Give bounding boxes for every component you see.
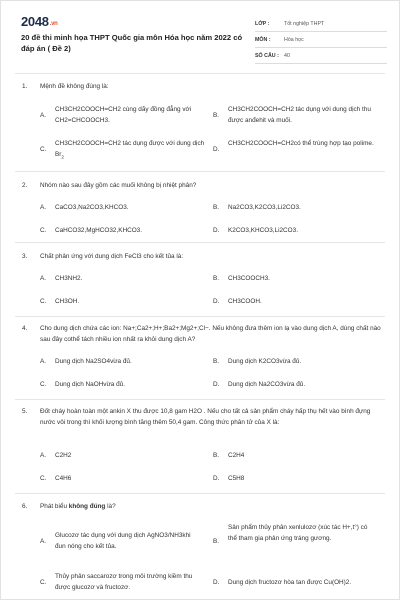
option-b-text[interactable]: C2H4 bbox=[228, 452, 245, 459]
option-letter: C. bbox=[40, 381, 47, 388]
option-letter: C. bbox=[40, 579, 47, 586]
option-b-text[interactable]: Sản phẩm thủy phân xenlulozơ (xúc tác H+,t°) có thể tham gia phản ứng tráng gương. bbox=[228, 524, 368, 542]
logo-suffix: .vn bbox=[49, 21, 58, 27]
option-d-text[interactable]: C5H8 bbox=[228, 475, 245, 482]
option-letter: D. bbox=[213, 298, 220, 305]
question-text: Chất phản ứng với dung dịch FeCl3 cho kết tủa là: bbox=[40, 253, 184, 260]
option-letter: D. bbox=[213, 146, 220, 153]
option-letter: A. bbox=[40, 112, 47, 119]
option-letter: A. bbox=[40, 538, 47, 545]
question-text-emphasis: không đúng bbox=[68, 503, 106, 510]
question-text: Nhóm nào sau đây gồm các muối không bị nhiệt phân? bbox=[40, 182, 197, 189]
question-number: 1. bbox=[22, 83, 28, 90]
option-letter: C. bbox=[40, 227, 47, 234]
question-number: 5. bbox=[22, 408, 28, 415]
option-letter: C. bbox=[40, 146, 47, 153]
option-letter: B. bbox=[213, 358, 220, 365]
option-d-text[interactable]: Dung dịch fructozơ hòa tan được Cu(OH)2. bbox=[228, 579, 352, 586]
option-c-text[interactable]: Thủy phân saccarozơ trong môi trường kiềm thu được glucozơ và fructozơ. bbox=[55, 573, 193, 591]
option-a-text[interactable]: Glucozơ tác dụng với dung dịch AgNO3/NH3khi đun nóng cho kết tủa. bbox=[55, 532, 191, 550]
subscript: 2 bbox=[61, 154, 64, 160]
option-c-text[interactable]: CaHCO32,MgHCO32,KHCO3. bbox=[55, 227, 143, 234]
divider bbox=[15, 73, 385, 74]
option-letter: B. bbox=[213, 452, 220, 459]
option-letter: A. bbox=[40, 204, 47, 211]
option-a-text[interactable]: CH3CH2COOCH=CH2 cùng dãy đồng đẳng với CH2=CHCOOCH3. bbox=[55, 106, 192, 124]
question-text bbox=[40, 501, 385, 512]
option-d-text[interactable]: Dung dịch Na2CO3vừa đủ. bbox=[228, 381, 306, 388]
meta-value: Tốt nghiệp THPT bbox=[284, 20, 325, 27]
site-logo[interactable] bbox=[21, 14, 58, 29]
meta-key: MÔN : bbox=[255, 36, 271, 43]
option-b-text[interactable]: CH3COOCH3. bbox=[228, 275, 270, 282]
option-a-text[interactable]: CH3NH2. bbox=[55, 275, 83, 282]
option-letter: A. bbox=[40, 452, 47, 459]
option-c-text[interactable]: Dung dịch NaOHvừa đủ. bbox=[55, 381, 125, 388]
option-c-text[interactable]: CH3OH. bbox=[55, 298, 80, 305]
question-text: Đốt cháy hoàn toàn một ankin X thu được 10,8 gam H2O . Nếu cho tất cả sản phẩm cháy hấp thụ hết vào bình đựng nước vôi trong thì khối lượng bình tăng thêm 50,4 gam. Công thức phân tử của X là: bbox=[40, 408, 371, 426]
question-number: 3. bbox=[22, 253, 28, 260]
meta-value: Hóa học bbox=[284, 36, 304, 43]
divider bbox=[15, 493, 385, 494]
option-d-text[interactable]: CH3CH2COOCH=CH2có thể trùng hợp tạo polime. bbox=[228, 140, 374, 147]
divider bbox=[15, 242, 385, 243]
meta-key: SỐ CÂU : bbox=[255, 52, 279, 59]
meta-row-subject bbox=[255, 32, 387, 48]
question-text: Cho dung dịch chứa các ion: Na+;Ca2+;H+;Ba2+;Mg2+;Cl−. Nếu không đưa thêm ion lạ vào dung dịch A, dùng chất nào sau đây cothể tách nhiều ion nhất ra khỏi dung dịch A? bbox=[40, 325, 381, 343]
option-letter: D. bbox=[213, 579, 220, 586]
option-c-text[interactable]: C4H6 bbox=[55, 475, 72, 482]
option-c-label: CH3CH2COOCH=CH2 tác dụng được với dung dịch Br bbox=[55, 140, 205, 158]
page-header bbox=[1, 1, 400, 71]
option-a-text[interactable]: Dung dịch Na2SO4vừa đủ. bbox=[55, 358, 132, 365]
option-letter: A. bbox=[40, 358, 47, 365]
option-letter: C. bbox=[40, 475, 47, 482]
exam-meta bbox=[255, 16, 387, 64]
question-text: Mệnh đề không đúng là: bbox=[40, 83, 109, 90]
option-b-text[interactable]: Dung dịch K2CO3vừa đủ. bbox=[228, 358, 302, 365]
divider bbox=[15, 171, 385, 172]
option-letter: B. bbox=[213, 204, 220, 211]
option-letter: B. bbox=[213, 538, 220, 545]
option-letter: C. bbox=[40, 298, 47, 305]
question-text-part: Phát biểu bbox=[40, 503, 69, 510]
option-letter: A. bbox=[40, 275, 47, 282]
option-letter: B. bbox=[213, 112, 220, 119]
divider bbox=[15, 316, 385, 317]
option-a-text[interactable]: CaCO3,Na2CO3,KHCO3. bbox=[55, 204, 129, 211]
question-number: 2. bbox=[22, 182, 28, 189]
option-letter: D. bbox=[213, 227, 220, 234]
meta-row-count bbox=[255, 48, 387, 64]
divider bbox=[15, 399, 385, 400]
document-title: 20 đề thi minh họa THPT Quốc gia môn Hóa học năm 2022 có đáp án ( Đề 2) bbox=[21, 33, 243, 53]
meta-value: 40 bbox=[284, 52, 290, 59]
option-letter: D. bbox=[213, 475, 220, 482]
meta-key: LỚP : bbox=[255, 20, 270, 27]
question-text-part: là? bbox=[105, 503, 116, 510]
option-c-text[interactable] bbox=[55, 138, 205, 162]
option-d-text[interactable]: K2CO3,KHCO3,Li2CO3. bbox=[228, 227, 298, 234]
meta-row-class bbox=[255, 16, 387, 32]
option-b-text[interactable]: Na2CO3,K2CO3,Li2CO3. bbox=[228, 204, 301, 211]
option-letter: D. bbox=[213, 381, 220, 388]
question-number: 4. bbox=[22, 325, 28, 332]
logo-text: 2048 bbox=[21, 14, 49, 29]
option-a-text[interactable]: C2H2 bbox=[55, 452, 72, 459]
question-number: 6. bbox=[22, 503, 28, 510]
option-b-text[interactable]: CH3CH2COOCH=CH2 tác dụng với dung dịch thu được anđehit và muối. bbox=[228, 106, 371, 124]
option-d-text[interactable]: CH3COOH. bbox=[228, 298, 262, 305]
option-letter: B. bbox=[213, 275, 220, 282]
